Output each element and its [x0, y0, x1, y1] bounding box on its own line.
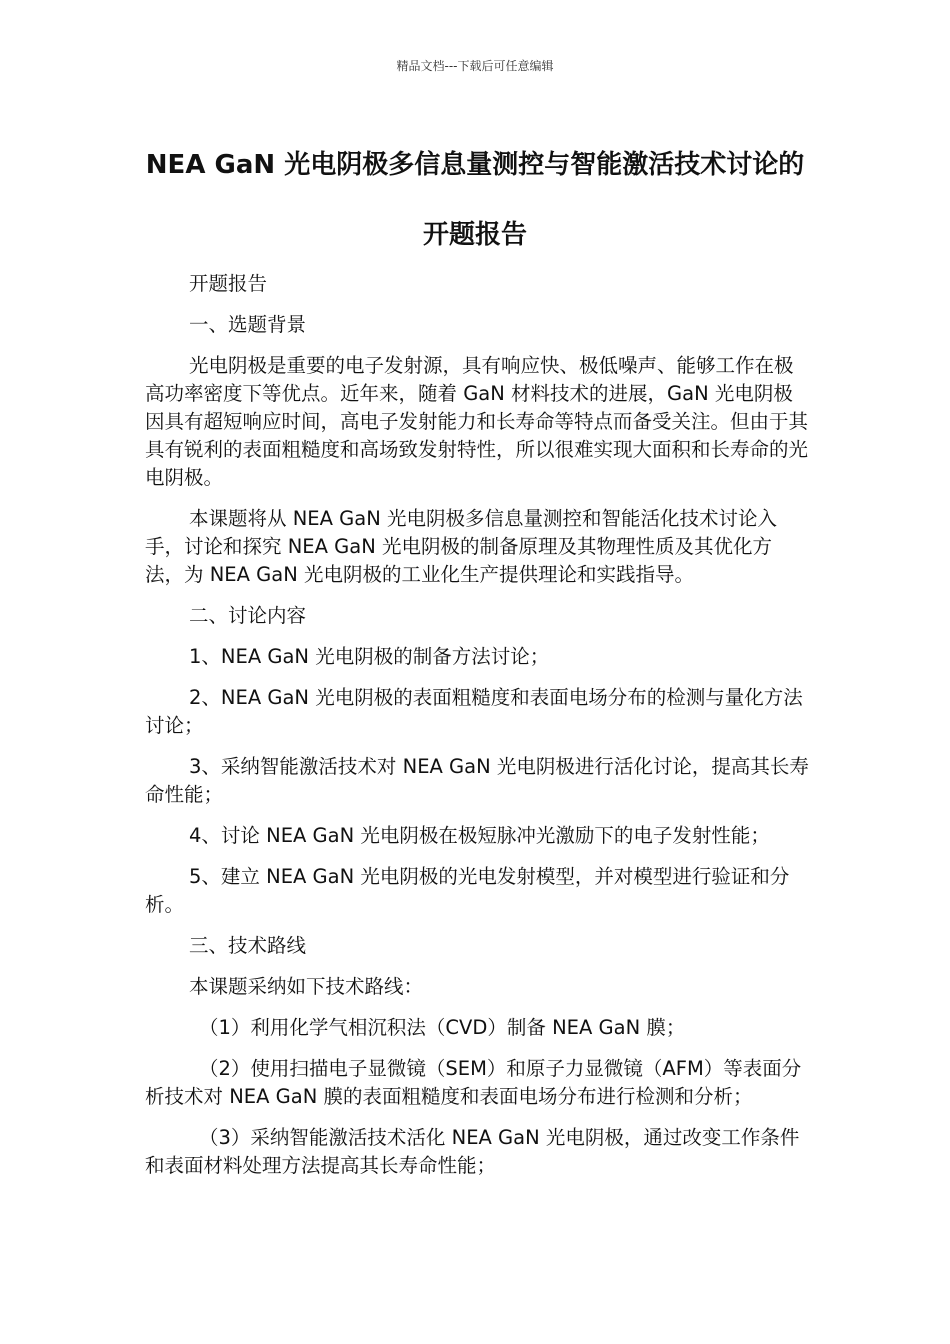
section-heading-background: 一、选题背景 [189, 313, 307, 336]
section-heading-content: 二、讨论内容 [189, 604, 307, 627]
content-item-1: 1、NEA GaN 光电阴极的制备方法讨论； [189, 645, 550, 668]
section-heading-route: 三、技术路线 [189, 934, 307, 957]
route-step-1: （1）利用化学气相沉积法（CVD）制备 NEA GaN 膜； [199, 1016, 686, 1039]
section-label: 开题报告 [189, 272, 268, 295]
document-body [145, 270, 810, 1193]
background-paragraph-2: 本课题将从 NEA GaN 光电阴极多信息量测控和智能活化技术讨论入手，讨论和探究 NEA GaN 光电阴极的制备原理及其物理性质及其优化方法，为 NEA GaN 光电阴极的工业化生产提供理论和实践指导。 [145, 507, 777, 586]
content-item-4: 4、讨论 NEA GaN 光电阴极在极短脉冲光激励下的电子发射性能； [189, 824, 770, 847]
route-intro: 本课题采纳如下技术路线： [189, 975, 424, 998]
route-step-2: （2）使用扫描电子显微镜（SEM）和原子力显微镜（AFM）等表面分析技术对 NEA GaN 膜的表面粗糙度和表面电场分布进行检测和分析； [145, 1057, 802, 1108]
header-watermark: 精品文档---下载后可任意编辑 [396, 59, 554, 73]
content-item-2: 2、NEA GaN 光电阴极的表面粗糙度和表面电场分布的检测与量化方法讨论； [145, 686, 803, 737]
content-item-5: 5、建立 NEA GaN 光电阴极的光电发射模型，并对模型进行验证和分析。 [145, 865, 790, 916]
content-item-3: 3、采纳智能激活技术对 NEA GaN 光电阴极进行活化讨论，提高其长寿命性能； [145, 755, 809, 806]
background-paragraph-1: 光电阴极是重要的电子发射源，具有响应快、极低噪声、能够工作在极高功率密度下等优点。近年来，随着 GaN 材料技术的进展，GaN 光电阴极因具有超短响应时间，高电子发射能力和长寿命等特点而备受关注。但由于其具有锐利的表面粗糙度和高场致发射特性，所以很难实现大面积和长寿命的光电阴极。 [145, 354, 809, 489]
route-step-3: （3）采纳智能激活技术活化 NEA GaN 光电阴极，通过改变工作条件和表面材料处理方法提高其长寿命性能； [145, 1126, 800, 1177]
document-title: NEA GaN 光电阴极多信息量测控与智能激活技术讨论的开题报告 [145, 150, 805, 250]
